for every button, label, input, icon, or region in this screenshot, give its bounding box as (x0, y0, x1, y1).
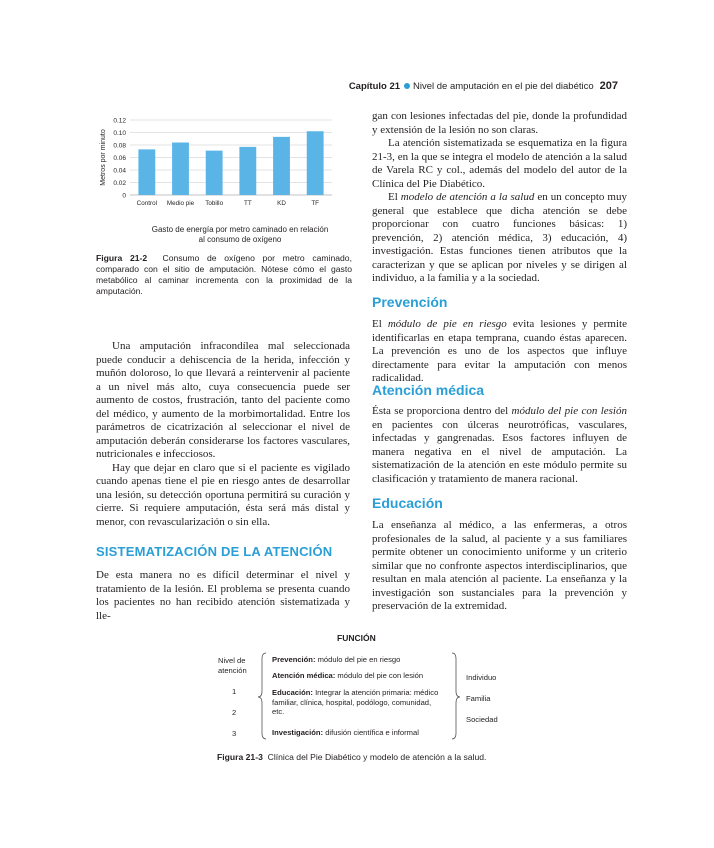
function-atencion-name: Atención médica: (272, 671, 336, 680)
atencion-text (372, 405, 627, 486)
bar (206, 151, 223, 195)
right-paragraph-1: gan con lesiones infectadas del pie, donde la profundidad y extensión de la lesión no son claras. (372, 110, 627, 136)
function-investigacion-name: Investigación: (272, 728, 324, 737)
target-sociedad: Sociedad (466, 715, 498, 724)
left-paragraph-2: Hay que dejar en claro que si el paciente es vigilado cuando apenas tiene el pie en riesgo antes de desarrollar una lesión, su detección oportuna permitirá su curación y cierre. Si requiere amputación, ésta será más distal y menor, con revascularización o sin ella. (96, 461, 350, 528)
chart-xlabel (130, 225, 350, 245)
x-tick-label: Medio pie (166, 200, 195, 207)
figure-21-2-label: Figura 21-2 (96, 253, 148, 263)
y-axis-label: Metros por minuto (100, 129, 107, 186)
bar (138, 149, 155, 195)
educacion-paragraph: La enseñanza al médico, a las enfermeras, a otros profesionales de la salud, al paciente y a sus familiares permite obtener un conocimiento uniforme y un criterio similar que no confronte aspectos interdisciplinarios, que resultan en mala atención al paciente. La enseñanza y la investigación son sustanciales para la prevención y preservación de la extremidad. (372, 519, 627, 612)
heading-atencion-medica: Atención médica (372, 382, 485, 398)
atencion-em: módulo del pie con lesión (511, 405, 627, 417)
y-tick-label: 0.04 (113, 167, 126, 175)
y-tick-label: 0.08 (113, 142, 126, 150)
level-header: Nivel de atención (218, 656, 247, 675)
chapter-label: Capítulo 21 (348, 81, 401, 92)
bullet-dot-icon (404, 83, 410, 89)
atencion-post: en pacientes con úlceras neurotróficas, vasculares, infectadas y gangrenadas. Esos factores influyen de manera negativa en el nivel de amputación. La sistematización de la atención en este módulo permite su clasificación y tratamiento de manera racional. (372, 418, 627, 485)
bar (273, 137, 290, 195)
prevencion-pre: El (372, 318, 388, 330)
bar (239, 147, 256, 195)
right-column (372, 110, 627, 286)
right-brace (452, 653, 460, 739)
level-1: 1 (232, 687, 237, 696)
chart-xlabel-line2: al consumo de oxígeno (198, 235, 282, 244)
right-paragraph-3-em: modelo de atención a la salud (400, 191, 535, 203)
left-brace (258, 653, 266, 739)
chapter-title: Nivel de amputación en el pie del diabético (413, 81, 594, 92)
function-investigacion-desc: difusión científica e informal (325, 728, 419, 737)
y-tick-label: 0.10 (113, 130, 126, 137)
atencion-pre: Ésta se proporciona dentro del (372, 405, 512, 417)
bar (307, 131, 324, 195)
right-paragraph-2: La atención sistematizada se esquematiza en la figura 21-3, en la que se integra el modelo de atención a la salud de Varela RC y col., además del modelo del autor de la Clínica del Pie Diabético. (372, 137, 627, 190)
figure-21-2 (96, 112, 350, 242)
heading-prevencion: Prevención (372, 294, 448, 310)
x-tick-label: TF (311, 200, 320, 207)
figure-21-3-caption-text: Clínica del Pie Diabético y modelo de atención a la salud. (267, 752, 487, 762)
x-tick-label: KD (277, 200, 286, 207)
function-educacion-name: Educación: (272, 688, 313, 697)
prevencion-em: módulo de pie en riesgo (387, 318, 507, 330)
right-paragraph-3-post: en un concepto muy general que establece que dicha atención se debe proporcionar con cuatro funciones básicas: 1) prevención, 2) atención médica, 3) educación, 4) investigación. Estas funciones tienen atributos que la caracterizan y que se aplican por niveles y se dirigen al individuo, a la familia y a la sociedad. (372, 191, 627, 284)
function-prevencion (272, 655, 452, 665)
y-tick-label: 0 (122, 192, 126, 200)
figure-21-2-caption-text: Consumo de oxígeno por metro caminado, comparado con el sitio de amputación. Nótese cómo el gasto metabólico al caminar incrementa con la proximidad de la amputación. (96, 253, 352, 296)
figure-21-3-label: Figura 21-3 (217, 752, 263, 762)
figure-21-3-title: FUNCIÓN (337, 633, 376, 643)
x-tick-label: Control (136, 200, 157, 207)
educacion-text (372, 519, 627, 614)
heading-educacion: Educación (372, 495, 443, 511)
y-tick-label: 0.12 (113, 117, 126, 125)
figure-21-2-caption (96, 253, 352, 297)
level-2: 2 (232, 708, 237, 717)
function-prevencion-desc: módulo del pie en riesgo (317, 655, 401, 664)
section-heading-sistematizacion: SISTEMATIZACIÓN DE LA ATENCIÓN (96, 544, 333, 559)
bar (172, 143, 189, 196)
y-tick-label: 0.02 (113, 180, 126, 187)
function-atencion-desc: módulo del pie con lesión (337, 671, 424, 680)
function-atencion (272, 671, 452, 681)
left-column (96, 340, 350, 529)
function-educacion-desc: Integrar la atención primaria: médico familiar, clínica, hospital, podólogo, comunidad, etc. (272, 688, 439, 716)
chart-xlabel-line1: Gasto de energía por metro caminado en relación (151, 225, 329, 234)
function-prevencion-name: Prevención: (272, 655, 316, 664)
target-familia: Familia (466, 694, 491, 703)
right-paragraph-3 (372, 191, 627, 286)
level-3: 3 (232, 729, 237, 738)
prevencion-post: evita lesiones y permite identificarlas en etapa temprana, cuando éstas aparecen. La prevención es uno de los aspectos que influye directamente para evitar la amputación con menos radicalidad. (372, 318, 627, 384)
figure-21-3-caption (217, 752, 486, 763)
x-tick-label: Tobillo (205, 200, 224, 207)
bar-chart (96, 112, 350, 242)
y-tick-label: 0.06 (113, 155, 126, 162)
function-educacion (272, 688, 442, 717)
left-paragraph-3-text: De esta manera no es difícil determinar el nivel y tratamiento de la lesión. El problema se presenta cuando los pacientes no han recibido atención sistematizada y lle- (96, 569, 350, 622)
left-paragraph-3 (96, 569, 350, 623)
target-individuo: Individuo (466, 673, 497, 682)
function-investigacion (272, 728, 452, 738)
x-tick-label: TT (243, 200, 252, 207)
running-head (349, 80, 618, 92)
left-paragraph-1: Una amputación infracondílea mal seleccionada puede conducir a dehiscencia de la herida, infección y muñón doloroso, lo que llevará a reintervenir al paciente a un nivel más alto, cuya consecuencia puede ser aumento de costos, frustración, tanto del paciente como del médico, y aumento de la morbimortalidad. Entre los parámetros de cicatrización al seleccionar el nivel de amputación deberán considerarse los factores vasculares, nutricionales e infecciosos. (96, 340, 350, 460)
right-paragraph-3-pre: El (388, 191, 401, 203)
page-number: 207 (599, 80, 618, 92)
prevencion-text (372, 318, 627, 386)
